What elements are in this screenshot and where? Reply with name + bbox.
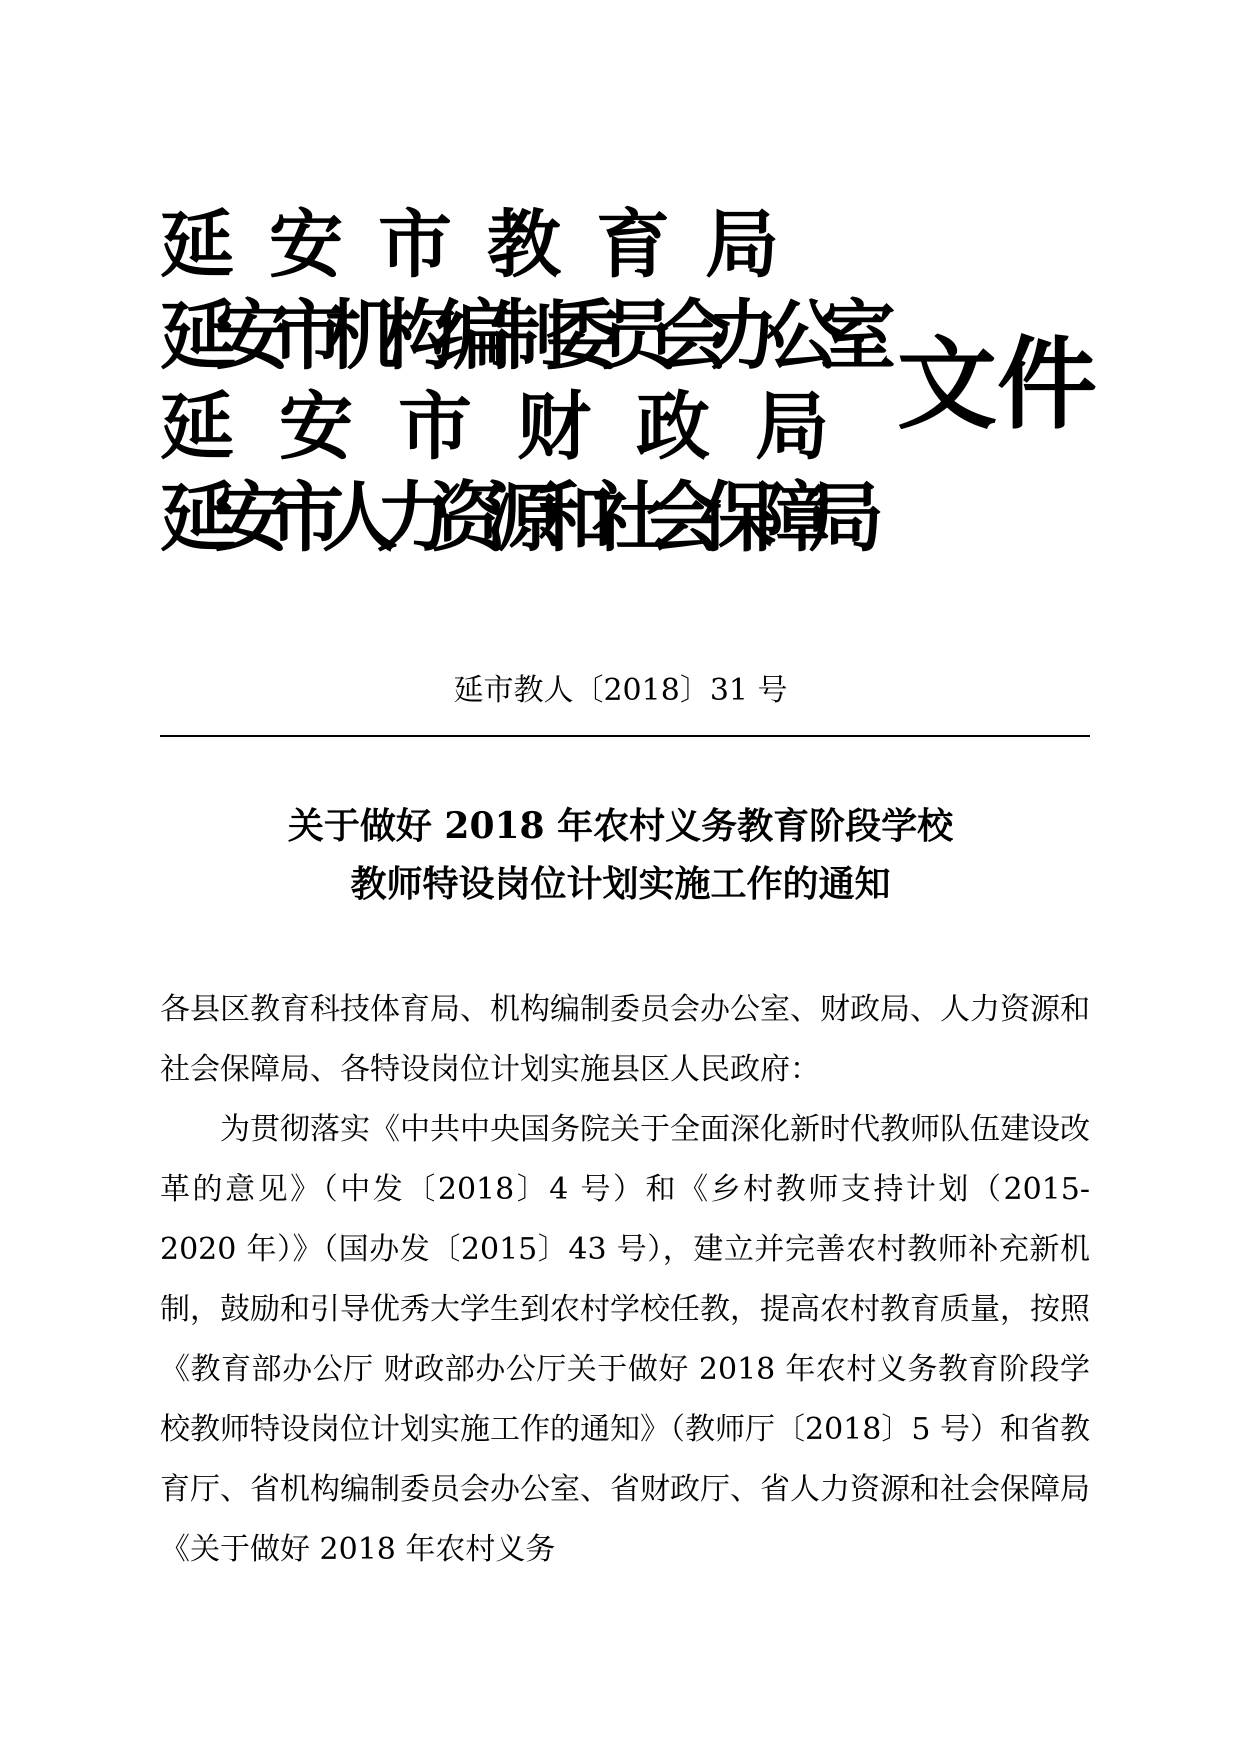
document-suffix: 文件: [897, 326, 1097, 443]
agency-staffing-office: 延安市机构编制委员会办公室: [160, 291, 875, 380]
salutation: 各县区教育科技体育局、机构编制委员会办公室、财政局、人力资源和社会保障局、各特设岗位计划实施县区人民政府：: [160, 992, 1090, 1087]
body-paragraph-1: 为贯彻落实《中共中央国务院关于全面深化新时代教师队伍建设改革的意见》（中发〔2018〕4 号）和《乡村教师支持计划（2015-2020 年）》（国办发〔2015〕43 号），建立并完善农村教师补充新机制，鼓励和引导优秀大学生到农村学校任教，提高农村教育质量，按照《教育部办公厅 财政部办公厅关于做好 2018 年农村义务教育阶段学校教师特设岗位计划实施工作的通知》（教师厅〔2018〕5 号）和省教育厅、省机构编制委员会办公室、省财政厅、省人力资源和社会保障局《关于做好 2018 年农村义务: [160, 1112, 1090, 1567]
header-divider: [160, 735, 1090, 737]
agency-finance-bureau: 延安市财政局: [160, 384, 874, 470]
document-number: 延市教人〔2018〕31 号: [453, 673, 788, 708]
document-title-line-1: 关于做好 2018 年农村义务教育阶段学校: [287, 805, 954, 847]
document-header: [160, 200, 1097, 570]
agency-education-bureau: 延安市教育局: [160, 202, 814, 288]
agency-hr-social-security-bureau: 延安市人力资源和社会保障局: [160, 473, 862, 562]
document-body: [160, 980, 1090, 1580]
document-title-line-2: 教师特设岗位计划实施工作的通知: [350, 863, 891, 905]
